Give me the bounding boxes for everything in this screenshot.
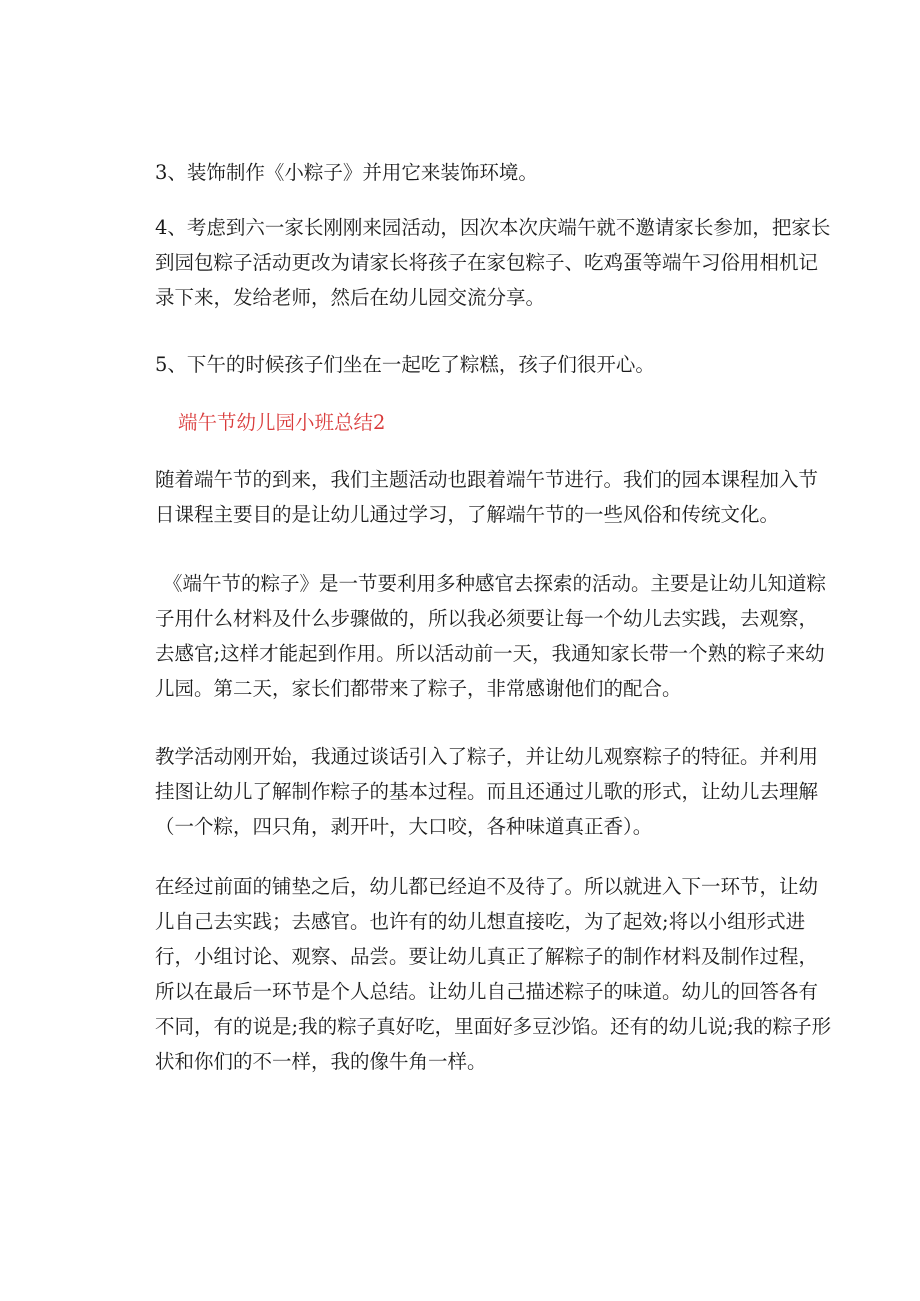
paragraph-4: 在经过前面的铺垫之后，幼儿都已经迫不及待了。所以就进入下一环节，让幼儿自己去实践；去感官。也许有的幼儿想直接吃，为了起效;将以小组形式进行，小组讨论、观察、品尝。要让幼儿真正了解粽子的制作材料及制作过程，所以在最后一环节是个人总结。让幼儿自己描述粽子的味道。幼儿的回答各有不同，有的说是;我的粽子真好吃，里面好多豆沙馅。还有的幼儿说;我的粽子形状和你们的不一样，我的像牛角一样。	[155, 875, 832, 1073]
section-heading: 端午节幼儿园小班总结2	[178, 411, 386, 434]
list-item-4: 4、考虑到六一家长刚刚来园活动，因次本次庆端午就不邀请家长参加，把家长到园包粽子活动更改为请家长将孩子在家包粽子、吃鸡蛋等端午习俗用相机记录下来，发给老师，然后在幼儿园交流分享。	[155, 216, 831, 309]
paragraph-3: 教学活动刚开始，我通过谈话引入了粽子，并让幼儿观察粽子的特征。并利用挂图让幼儿了解制作粽子的基本过程。而且还通过儿歌的形式，让幼儿去理解（一个粽，四只角，剥开叶，大口咬，各种味道真正香）。	[155, 745, 819, 838]
list-item-5: 5、下午的时候孩子们坐在一起吃了粽糕，孩子们很开心。	[155, 353, 655, 376]
list-item-3: 3、装饰制作《小粽子》并用它来装饰环境。	[155, 161, 538, 184]
paragraph-1: 随着端午节的到来，我们主题活动也跟着端午节进行。我们的园本课程加入节日课程主要目的是让幼儿通过学习，了解端午节的一些风俗和传统文化。	[155, 468, 819, 526]
paragraph-2: 《端午节的粽子》是一节要利用多种感官去探索的活动。主要是让幼儿知道粽子用什么材料及什么步骤做的，所以我必须要让每一个幼儿去实践，去观察，去感官;这样才能起到作用。所以活动前一天，我通知家长带一个熟的粽子来幼儿园。第二天，家长们都带来了粽子，非常感谢他们的配合。	[155, 572, 827, 700]
